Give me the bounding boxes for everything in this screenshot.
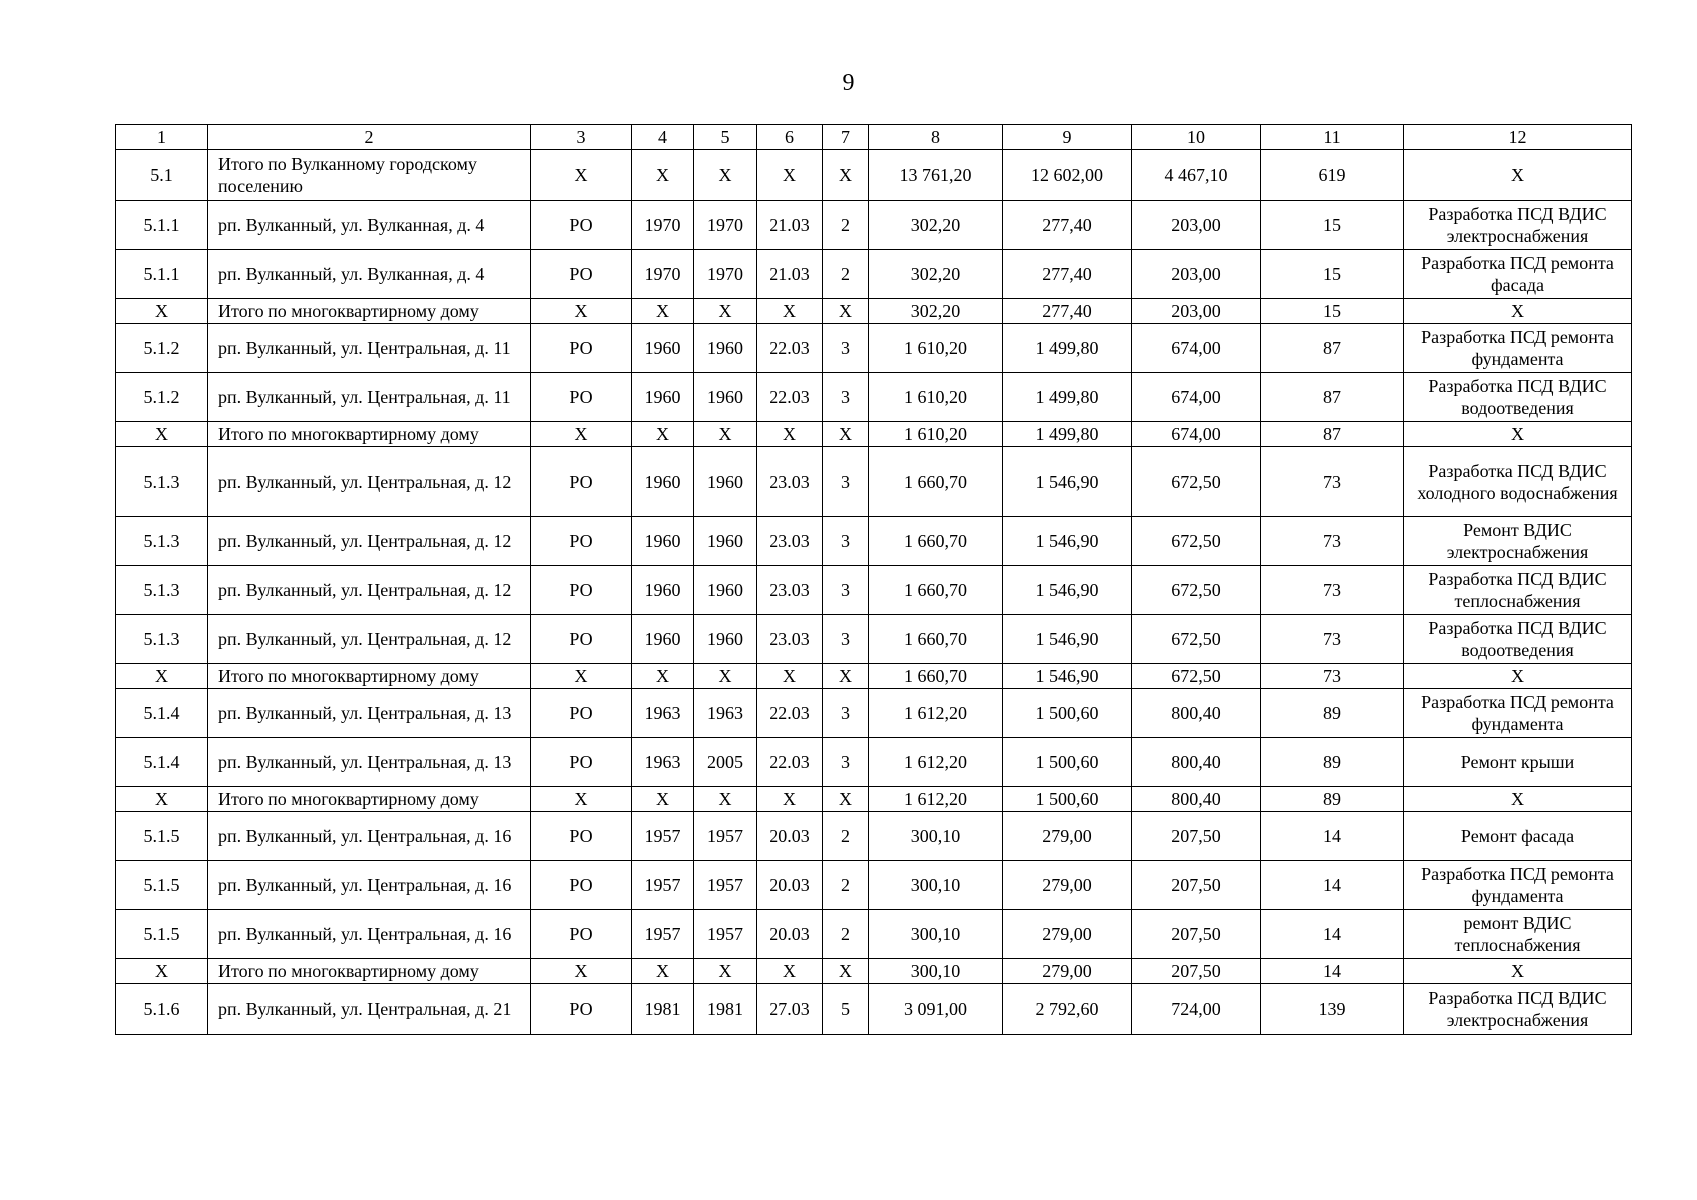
cell-col-10: 674,00 [1132, 422, 1261, 447]
cell-col-1: 5.1.4 [116, 738, 208, 787]
cell-col-8: 1 660,70 [869, 664, 1003, 689]
cell-col-5: 1957 [694, 861, 757, 910]
cell-col-9: 1 546,90 [1003, 664, 1132, 689]
cell-col-6: Х [757, 422, 823, 447]
cell-col-8: 1 660,70 [869, 615, 1003, 664]
table-row [116, 324, 1632, 373]
cell-col-10: 4 467,10 [1132, 150, 1261, 201]
cell-col-12: Разработка ПСД ремонта фундамента [1404, 689, 1632, 738]
cell-col-10: 672,50 [1132, 566, 1261, 615]
cell-col-5: Х [694, 959, 757, 984]
cell-col-3: РО [531, 517, 632, 566]
cell-col-11: 15 [1261, 250, 1404, 299]
cell-col-5: 1970 [694, 250, 757, 299]
cell-col-11: 73 [1261, 615, 1404, 664]
cell-col-11: 73 [1261, 517, 1404, 566]
cell-col-12: Х [1404, 787, 1632, 812]
cell-col-6: 22.03 [757, 324, 823, 373]
cell-col-10: 207,50 [1132, 861, 1261, 910]
cell-col-4: 1957 [632, 861, 694, 910]
cell-col-3: РО [531, 615, 632, 664]
cell-col-1: Х [116, 299, 208, 324]
cell-col-10: 672,50 [1132, 664, 1261, 689]
cell-col-4: 1960 [632, 517, 694, 566]
cell-col-2: рп. Вулканный, ул. Центральная, д. 12 [208, 566, 531, 615]
cell-col-12: Ремонт ВДИС электроснабжения [1404, 517, 1632, 566]
cell-col-6: 23.03 [757, 615, 823, 664]
cell-col-2: рп. Вулканный, ул. Центральная, д. 11 [208, 324, 531, 373]
cell-col-3: РО [531, 324, 632, 373]
cell-col-2: рп. Вулканный, ул. Центральная, д. 16 [208, 910, 531, 959]
cell-col-8: 1 610,20 [869, 324, 1003, 373]
cell-col-12: Разработка ПСД ремонта фундамента [1404, 324, 1632, 373]
column-header: 12 [1404, 125, 1632, 150]
cell-col-9: 1 500,60 [1003, 738, 1132, 787]
capital-repair-table [115, 124, 1632, 1035]
cell-col-1: 5.1.5 [116, 812, 208, 861]
cell-col-9: 1 500,60 [1003, 689, 1132, 738]
cell-col-7: 3 [823, 324, 869, 373]
cell-col-3: РО [531, 861, 632, 910]
cell-col-3: РО [531, 910, 632, 959]
cell-col-3: Х [531, 664, 632, 689]
column-header: 7 [823, 125, 869, 150]
cell-col-3: РО [531, 373, 632, 422]
cell-col-4: 1970 [632, 250, 694, 299]
cell-col-11: 73 [1261, 566, 1404, 615]
cell-col-9: 277,40 [1003, 299, 1132, 324]
column-header: 11 [1261, 125, 1404, 150]
cell-col-4: 1957 [632, 910, 694, 959]
cell-col-11: 139 [1261, 984, 1404, 1035]
cell-col-8: 300,10 [869, 812, 1003, 861]
cell-col-4: Х [632, 787, 694, 812]
cell-col-5: 1960 [694, 324, 757, 373]
cell-col-4: Х [632, 299, 694, 324]
page-number: 9 [842, 70, 855, 96]
cell-col-1: 5.1.1 [116, 201, 208, 250]
cell-col-11: 14 [1261, 861, 1404, 910]
subtotal-row [116, 787, 1632, 812]
cell-col-10: 203,00 [1132, 201, 1261, 250]
table-row [116, 861, 1632, 910]
cell-col-7: 2 [823, 250, 869, 299]
cell-col-8: 302,20 [869, 299, 1003, 324]
cell-col-2: рп. Вулканный, ул. Центральная, д. 16 [208, 861, 531, 910]
cell-col-9: 279,00 [1003, 910, 1132, 959]
cell-col-10: 203,00 [1132, 250, 1261, 299]
cell-col-7: 2 [823, 201, 869, 250]
cell-col-6: 23.03 [757, 517, 823, 566]
cell-col-5: 1960 [694, 615, 757, 664]
table-row [116, 150, 1632, 201]
cell-col-5: Х [694, 787, 757, 812]
cell-col-5: Х [694, 150, 757, 201]
column-header: 8 [869, 125, 1003, 150]
column-header: 2 [208, 125, 531, 150]
cell-col-1: 5.1.3 [116, 517, 208, 566]
cell-col-12: Х [1404, 959, 1632, 984]
cell-col-11: 15 [1261, 201, 1404, 250]
cell-col-7: 3 [823, 373, 869, 422]
cell-col-2: Итого по многоквартирному дому [208, 664, 531, 689]
cell-col-4: 1960 [632, 615, 694, 664]
cell-col-10: 674,00 [1132, 373, 1261, 422]
column-header: 10 [1132, 125, 1261, 150]
cell-col-2: Итого по многоквартирному дому [208, 422, 531, 447]
cell-col-5: 1960 [694, 373, 757, 422]
cell-col-8: 1 660,70 [869, 517, 1003, 566]
cell-col-8: 1 660,70 [869, 566, 1003, 615]
cell-col-8: 302,20 [869, 250, 1003, 299]
cell-col-9: 1 546,90 [1003, 447, 1132, 517]
cell-col-1: 5.1.6 [116, 984, 208, 1035]
cell-col-11: 15 [1261, 299, 1404, 324]
cell-col-5: 2005 [694, 738, 757, 787]
cell-col-5: 1970 [694, 201, 757, 250]
cell-col-3: РО [531, 812, 632, 861]
cell-col-4: 1981 [632, 984, 694, 1035]
cell-col-4: 1960 [632, 447, 694, 517]
cell-col-1: 5.1.3 [116, 566, 208, 615]
cell-col-2: рп. Вулканный, ул. Центральная, д. 16 [208, 812, 531, 861]
cell-col-7: Х [823, 299, 869, 324]
cell-col-8: 300,10 [869, 910, 1003, 959]
cell-col-1: Х [116, 664, 208, 689]
cell-col-1: 5.1.3 [116, 447, 208, 517]
cell-col-6: 20.03 [757, 812, 823, 861]
cell-col-11: 89 [1261, 738, 1404, 787]
cell-col-12: Разработка ПСД ВДИС электроснабжения [1404, 984, 1632, 1035]
cell-col-10: 207,50 [1132, 812, 1261, 861]
cell-col-3: РО [531, 566, 632, 615]
subtotal-row [116, 299, 1632, 324]
cell-col-7: Х [823, 150, 869, 201]
cell-col-6: 23.03 [757, 566, 823, 615]
cell-col-9: 1 546,90 [1003, 566, 1132, 615]
cell-col-4: Х [632, 422, 694, 447]
column-header: 6 [757, 125, 823, 150]
cell-col-10: 800,40 [1132, 689, 1261, 738]
cell-col-12: Разработка ПСД ВДИС электроснабжения [1404, 201, 1632, 250]
cell-col-10: 674,00 [1132, 324, 1261, 373]
cell-col-3: РО [531, 738, 632, 787]
cell-col-5: Х [694, 299, 757, 324]
cell-col-3: Х [531, 787, 632, 812]
table-row [116, 984, 1632, 1035]
cell-col-2: Итого по многоквартирному дому [208, 787, 531, 812]
cell-col-10: 800,40 [1132, 738, 1261, 787]
cell-col-1: 5.1.1 [116, 250, 208, 299]
cell-col-6: Х [757, 299, 823, 324]
cell-col-9: 279,00 [1003, 812, 1132, 861]
cell-col-9: 279,00 [1003, 861, 1132, 910]
cell-col-1: 5.1.2 [116, 373, 208, 422]
cell-col-9: 1 500,60 [1003, 787, 1132, 812]
subtotal-row [116, 959, 1632, 984]
cell-col-8: 1 612,20 [869, 787, 1003, 812]
cell-col-7: 2 [823, 812, 869, 861]
cell-col-1: Х [116, 959, 208, 984]
table-row [116, 689, 1632, 738]
column-header: 3 [531, 125, 632, 150]
table-row [116, 615, 1632, 664]
header-row [116, 125, 1632, 150]
cell-col-11: 14 [1261, 910, 1404, 959]
cell-col-12: Разработка ПСД ВДИС водоотведения [1404, 373, 1632, 422]
cell-col-12: Х [1404, 422, 1632, 447]
cell-col-12: Разработка ПСД ВДИС холодного водоснабжения [1404, 447, 1632, 517]
cell-col-2: Итого по многоквартирному дому [208, 299, 531, 324]
cell-col-9: 1 499,80 [1003, 324, 1132, 373]
column-header: 1 [116, 125, 208, 150]
cell-col-4: Х [632, 959, 694, 984]
cell-col-7: 3 [823, 517, 869, 566]
cell-col-5: 1960 [694, 447, 757, 517]
column-header: 4 [632, 125, 694, 150]
cell-col-9: 1 546,90 [1003, 615, 1132, 664]
cell-col-7: 2 [823, 861, 869, 910]
cell-col-12: Разработка ПСД ремонта фасада [1404, 250, 1632, 299]
cell-col-10: 203,00 [1132, 299, 1261, 324]
column-header: 5 [694, 125, 757, 150]
cell-col-12: Ремонт крыши [1404, 738, 1632, 787]
cell-col-11: 14 [1261, 812, 1404, 861]
cell-col-5: 1963 [694, 689, 757, 738]
cell-col-8: 3 091,00 [869, 984, 1003, 1035]
cell-col-6: 27.03 [757, 984, 823, 1035]
cell-col-8: 1 610,20 [869, 373, 1003, 422]
cell-col-2: рп. Вулканный, ул. Центральная, д. 13 [208, 689, 531, 738]
cell-col-5: Х [694, 422, 757, 447]
cell-col-11: 73 [1261, 447, 1404, 517]
cell-col-3: РО [531, 984, 632, 1035]
table-row [116, 910, 1632, 959]
cell-col-6: Х [757, 150, 823, 201]
cell-col-4: 1960 [632, 373, 694, 422]
cell-col-12: Разработка ПСД ремонта фундамента [1404, 861, 1632, 910]
cell-col-1: Х [116, 422, 208, 447]
cell-col-9: 1 499,80 [1003, 373, 1132, 422]
cell-col-12: Х [1404, 299, 1632, 324]
cell-col-7: Х [823, 959, 869, 984]
cell-col-2: Итого по Вулканному городскому поселению [208, 150, 531, 201]
table-row [116, 566, 1632, 615]
cell-col-1: 5.1.5 [116, 861, 208, 910]
table-row [116, 201, 1632, 250]
cell-col-4: 1970 [632, 201, 694, 250]
cell-col-2: рп. Вулканный, ул. Центральная, д. 12 [208, 615, 531, 664]
cell-col-4: Х [632, 150, 694, 201]
cell-col-2: рп. Вулканный, ул. Вулканная, д. 4 [208, 201, 531, 250]
cell-col-7: 2 [823, 910, 869, 959]
cell-col-12: Ремонт фасада [1404, 812, 1632, 861]
cell-col-2: рп. Вулканный, ул. Центральная, д. 11 [208, 373, 531, 422]
cell-col-3: Х [531, 150, 632, 201]
cell-col-10: 207,50 [1132, 910, 1261, 959]
cell-col-7: Х [823, 422, 869, 447]
cell-col-3: РО [531, 447, 632, 517]
table-row [116, 812, 1632, 861]
cell-col-6: Х [757, 787, 823, 812]
cell-col-1: 5.1.2 [116, 324, 208, 373]
cell-col-7: 5 [823, 984, 869, 1035]
table-row [116, 447, 1632, 517]
cell-col-11: 87 [1261, 324, 1404, 373]
cell-col-6: Х [757, 959, 823, 984]
cell-col-4: 1960 [632, 566, 694, 615]
cell-col-5: 1981 [694, 984, 757, 1035]
cell-col-7: 3 [823, 447, 869, 517]
cell-col-4: 1963 [632, 689, 694, 738]
cell-col-10: 672,50 [1132, 517, 1261, 566]
cell-col-8: 302,20 [869, 201, 1003, 250]
table-row [116, 373, 1632, 422]
cell-col-11: 89 [1261, 689, 1404, 738]
subtotal-row [116, 664, 1632, 689]
cell-col-9: 2 792,60 [1003, 984, 1132, 1035]
cell-col-6: 22.03 [757, 738, 823, 787]
cell-col-6: 21.03 [757, 250, 823, 299]
cell-col-1: 5.1.3 [116, 615, 208, 664]
cell-col-6: 20.03 [757, 861, 823, 910]
table-body [116, 150, 1632, 1035]
cell-col-6: 20.03 [757, 910, 823, 959]
cell-col-11: 89 [1261, 787, 1404, 812]
cell-col-10: 207,50 [1132, 959, 1261, 984]
cell-col-10: 724,00 [1132, 984, 1261, 1035]
cell-col-5: 1957 [694, 812, 757, 861]
cell-col-5: 1960 [694, 566, 757, 615]
cell-col-7: 3 [823, 615, 869, 664]
cell-col-8: 1 610,20 [869, 422, 1003, 447]
cell-col-8: 13 761,20 [869, 150, 1003, 201]
cell-col-11: 73 [1261, 664, 1404, 689]
cell-col-12: Х [1404, 150, 1632, 201]
table-row [116, 738, 1632, 787]
cell-col-3: РО [531, 250, 632, 299]
cell-col-7: Х [823, 787, 869, 812]
cell-col-6: 23.03 [757, 447, 823, 517]
cell-col-9: 12 602,00 [1003, 150, 1132, 201]
cell-col-5: 1960 [694, 517, 757, 566]
table-row [116, 517, 1632, 566]
cell-col-2: рп. Вулканный, ул. Вулканная, д. 4 [208, 250, 531, 299]
cell-col-3: РО [531, 689, 632, 738]
cell-col-7: 3 [823, 738, 869, 787]
cell-col-10: 800,40 [1132, 787, 1261, 812]
cell-col-2: рп. Вулканный, ул. Центральная, д. 12 [208, 517, 531, 566]
cell-col-4: 1960 [632, 324, 694, 373]
cell-col-6: 22.03 [757, 373, 823, 422]
cell-col-6: Х [757, 664, 823, 689]
cell-col-8: 1 612,20 [869, 689, 1003, 738]
column-header: 9 [1003, 125, 1132, 150]
cell-col-2: Итого по многоквартирному дому [208, 959, 531, 984]
cell-col-11: 87 [1261, 373, 1404, 422]
cell-col-1: 5.1.5 [116, 910, 208, 959]
cell-col-8: 300,10 [869, 861, 1003, 910]
cell-col-10: 672,50 [1132, 447, 1261, 517]
cell-col-8: 1 660,70 [869, 447, 1003, 517]
cell-col-4: 1963 [632, 738, 694, 787]
cell-col-6: 21.03 [757, 201, 823, 250]
cell-col-10: 672,50 [1132, 615, 1261, 664]
cell-col-4: Х [632, 664, 694, 689]
cell-col-6: 22.03 [757, 689, 823, 738]
cell-col-12: Разработка ПСД ВДИС водоотведения [1404, 615, 1632, 664]
cell-col-7: 3 [823, 689, 869, 738]
cell-col-7: Х [823, 664, 869, 689]
cell-col-9: 1 546,90 [1003, 517, 1132, 566]
table-row [116, 250, 1632, 299]
subtotal-row [116, 422, 1632, 447]
cell-col-12: ремонт ВДИС теплоснабжения [1404, 910, 1632, 959]
cell-col-5: Х [694, 664, 757, 689]
cell-col-3: Х [531, 422, 632, 447]
cell-col-9: 277,40 [1003, 250, 1132, 299]
cell-col-2: рп. Вулканный, ул. Центральная, д. 13 [208, 738, 531, 787]
cell-col-2: рп. Вулканный, ул. Центральная, д. 21 [208, 984, 531, 1035]
cell-col-11: 87 [1261, 422, 1404, 447]
cell-col-2: рп. Вулканный, ул. Центральная, д. 12 [208, 447, 531, 517]
cell-col-1: 5.1.4 [116, 689, 208, 738]
cell-col-11: 14 [1261, 959, 1404, 984]
cell-col-3: Х [531, 959, 632, 984]
cell-col-9: 279,00 [1003, 959, 1132, 984]
cell-col-12: Разработка ПСД ВДИС теплоснабжения [1404, 566, 1632, 615]
cell-col-1: 5.1 [116, 150, 208, 201]
cell-col-8: 300,10 [869, 959, 1003, 984]
cell-col-1: Х [116, 787, 208, 812]
cell-col-9: 277,40 [1003, 201, 1132, 250]
cell-col-8: 1 612,20 [869, 738, 1003, 787]
cell-col-3: РО [531, 201, 632, 250]
cell-col-7: 3 [823, 566, 869, 615]
cell-col-11: 619 [1261, 150, 1404, 201]
cell-col-9: 1 499,80 [1003, 422, 1132, 447]
cell-col-5: 1957 [694, 910, 757, 959]
cell-col-4: 1957 [632, 812, 694, 861]
cell-col-12: Х [1404, 664, 1632, 689]
cell-col-3: Х [531, 299, 632, 324]
